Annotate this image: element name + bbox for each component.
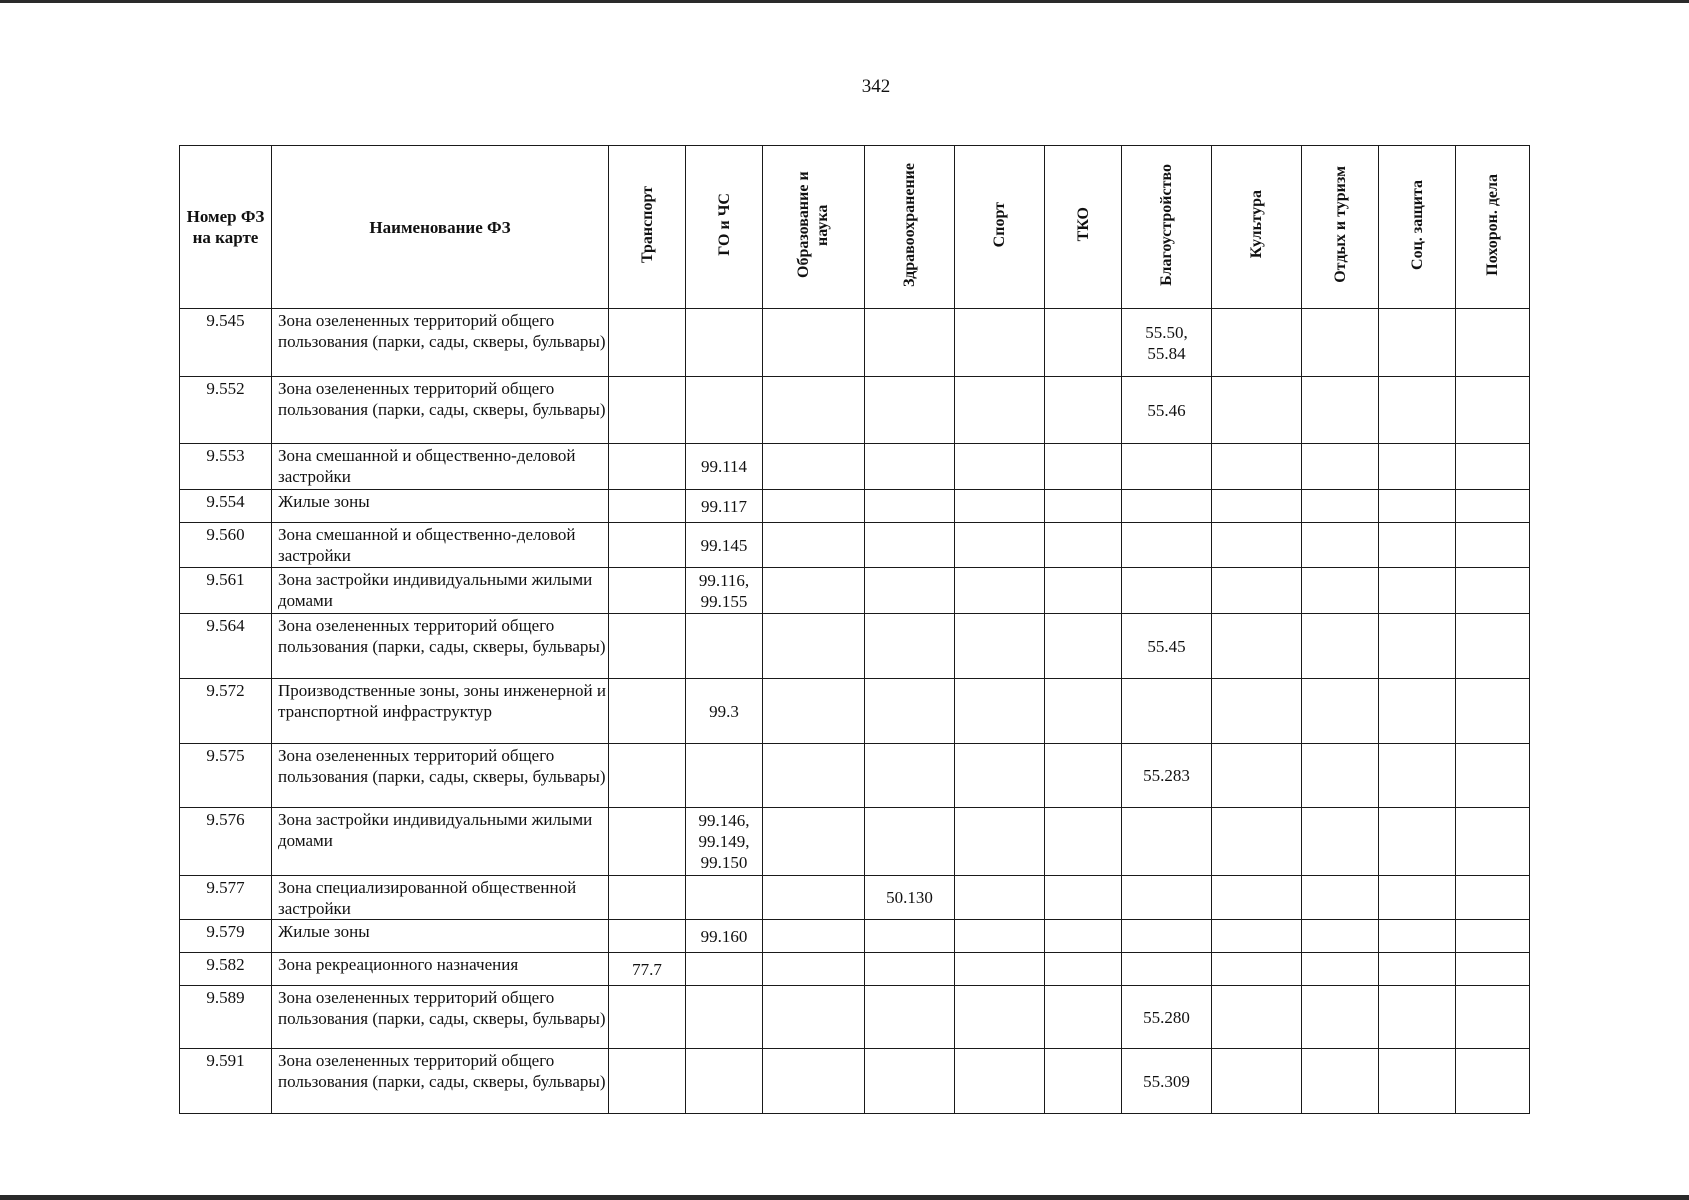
cell-culture — [1212, 920, 1302, 953]
cell-name: Зона застройки индивидуальными жилыми домами — [272, 568, 609, 614]
cell-tourism — [1302, 679, 1379, 744]
cell-num: 9.553 — [180, 444, 272, 490]
cell-education — [763, 490, 865, 523]
cell-tourism — [1302, 377, 1379, 444]
cell-funeral — [1456, 808, 1530, 876]
cell-social — [1379, 377, 1456, 444]
cell-health — [865, 1049, 955, 1114]
cell-tko — [1045, 614, 1122, 679]
cell-education — [763, 1049, 865, 1114]
cell-transport — [609, 986, 686, 1049]
table-header-row — [180, 146, 1530, 309]
cell-go-chs: 99.146, 99.149, 99.150 — [686, 808, 763, 876]
cell-education — [763, 679, 865, 744]
cell-tko — [1045, 744, 1122, 808]
cell-improvement: 55.50, 55.84 — [1122, 309, 1212, 377]
cell-sport — [955, 523, 1045, 568]
table-row — [180, 986, 1530, 1049]
cell-tourism — [1302, 986, 1379, 1049]
cell-transport: 77.7 — [609, 953, 686, 986]
cell-tko — [1045, 1049, 1122, 1114]
header-num: Номер ФЗ на карте — [180, 146, 272, 309]
cell-culture — [1212, 377, 1302, 444]
cell-name: Жилые зоны — [272, 920, 609, 953]
cell-culture — [1212, 523, 1302, 568]
page-number: 342 — [861, 76, 891, 97]
cell-tourism — [1302, 920, 1379, 953]
cell-num: 9.561 — [180, 568, 272, 614]
cell-funeral — [1456, 309, 1530, 377]
cell-tko — [1045, 309, 1122, 377]
cell-name: Зона озелененных территорий общего пользования (парки, сады, скверы, бульвары) — [272, 614, 609, 679]
table-body — [180, 309, 1530, 1114]
cell-improvement: 55.280 — [1122, 986, 1212, 1049]
cell-health — [865, 986, 955, 1049]
cell-transport — [609, 876, 686, 920]
cell-go-chs — [686, 876, 763, 920]
cell-tko — [1045, 679, 1122, 744]
cell-num: 9.577 — [180, 876, 272, 920]
cell-name: Зона озелененных территорий общего пользования (парки, сады, скверы, бульвары) — [272, 1049, 609, 1114]
header-tourism: Отдых и туризм — [1302, 146, 1379, 309]
cell-name: Зона смешанной и общественно-деловой застройки — [272, 444, 609, 490]
cell-name: Зона рекреационного назначения — [272, 953, 609, 986]
cell-health — [865, 309, 955, 377]
cell-social — [1379, 876, 1456, 920]
cell-transport — [609, 309, 686, 377]
cell-improvement — [1122, 953, 1212, 986]
table-row — [180, 490, 1530, 523]
cell-transport — [609, 377, 686, 444]
cell-tourism — [1302, 568, 1379, 614]
cell-tko — [1045, 953, 1122, 986]
cell-tourism — [1302, 444, 1379, 490]
cell-culture — [1212, 568, 1302, 614]
cell-culture — [1212, 953, 1302, 986]
cell-tko — [1045, 568, 1122, 614]
cell-name: Зона застройки индивидуальными жилыми домами — [272, 808, 609, 876]
cell-culture — [1212, 444, 1302, 490]
cell-tourism — [1302, 490, 1379, 523]
cell-go-chs — [686, 377, 763, 444]
cell-education — [763, 614, 865, 679]
cell-education — [763, 444, 865, 490]
header-go-chs: ГО и ЧС — [686, 146, 763, 309]
cell-culture — [1212, 808, 1302, 876]
cell-tko — [1045, 920, 1122, 953]
cell-num: 9.545 — [180, 309, 272, 377]
cell-tko — [1045, 876, 1122, 920]
cell-funeral — [1456, 568, 1530, 614]
cell-sport — [955, 568, 1045, 614]
cell-funeral — [1456, 444, 1530, 490]
cell-sport — [955, 744, 1045, 808]
cell-social — [1379, 808, 1456, 876]
cell-improvement — [1122, 920, 1212, 953]
cell-health — [865, 568, 955, 614]
cell-funeral — [1456, 490, 1530, 523]
cell-improvement — [1122, 808, 1212, 876]
cell-go-chs — [686, 953, 763, 986]
cell-social — [1379, 444, 1456, 490]
cell-name: Зона озелененных территорий общего пользования (парки, сады, скверы, бульвары) — [272, 986, 609, 1049]
cell-name: Зона смешанной и общественно-деловой застройки — [272, 523, 609, 568]
cell-funeral — [1456, 920, 1530, 953]
cell-social — [1379, 986, 1456, 1049]
table-row — [180, 309, 1530, 377]
cell-social — [1379, 568, 1456, 614]
cell-tko — [1045, 523, 1122, 568]
cell-improvement: 55.309 — [1122, 1049, 1212, 1114]
cell-funeral — [1456, 1049, 1530, 1114]
cell-improvement: 55.46 — [1122, 377, 1212, 444]
cell-tko — [1045, 808, 1122, 876]
cell-num: 9.591 — [180, 1049, 272, 1114]
cell-education — [763, 876, 865, 920]
cell-culture — [1212, 1049, 1302, 1114]
cell-funeral — [1456, 679, 1530, 744]
cell-go-chs: 99.3 — [686, 679, 763, 744]
cell-sport — [955, 444, 1045, 490]
cell-health — [865, 920, 955, 953]
cell-improvement — [1122, 444, 1212, 490]
cell-name: Жилые зоны — [272, 490, 609, 523]
cell-sport — [955, 614, 1045, 679]
cell-education — [763, 808, 865, 876]
cell-transport — [609, 920, 686, 953]
cell-funeral — [1456, 377, 1530, 444]
cell-funeral — [1456, 876, 1530, 920]
cell-funeral — [1456, 953, 1530, 986]
cell-go-chs: 99.114 — [686, 444, 763, 490]
table-row — [180, 568, 1530, 614]
cell-social — [1379, 679, 1456, 744]
cell-improvement — [1122, 523, 1212, 568]
cell-education — [763, 953, 865, 986]
cell-go-chs — [686, 309, 763, 377]
cell-name: Зона озелененных территорий общего пользования (парки, сады, скверы, бульвары) — [272, 744, 609, 808]
cell-tko — [1045, 986, 1122, 1049]
cell-num: 9.575 — [180, 744, 272, 808]
cell-transport — [609, 679, 686, 744]
cell-improvement — [1122, 490, 1212, 523]
cell-transport — [609, 614, 686, 679]
table-row — [180, 377, 1530, 444]
cell-social — [1379, 953, 1456, 986]
cell-education — [763, 920, 865, 953]
cell-improvement — [1122, 568, 1212, 614]
table-row — [180, 523, 1530, 568]
cell-name: Производственные зоны, зоны инженерной и транспортной инфраструктур — [272, 679, 609, 744]
cell-transport — [609, 490, 686, 523]
table-row — [180, 744, 1530, 808]
header-sport: Спорт — [955, 146, 1045, 309]
cell-name: Зона специализированной общественной застройки — [272, 876, 609, 920]
header-education: Образование и наука — [763, 146, 865, 309]
cell-num: 9.579 — [180, 920, 272, 953]
table-row — [180, 1049, 1530, 1114]
cell-transport — [609, 523, 686, 568]
cell-transport — [609, 744, 686, 808]
cell-go-chs: 99.160 — [686, 920, 763, 953]
cell-num: 9.560 — [180, 523, 272, 568]
cell-health — [865, 444, 955, 490]
cell-education — [763, 568, 865, 614]
cell-go-chs: 99.116, 99.155 — [686, 568, 763, 614]
cell-go-chs — [686, 744, 763, 808]
cell-sport — [955, 1049, 1045, 1114]
cell-funeral — [1456, 986, 1530, 1049]
cell-social — [1379, 309, 1456, 377]
cell-go-chs: 99.145 — [686, 523, 763, 568]
cell-culture — [1212, 876, 1302, 920]
header-name: Наименование ФЗ — [272, 146, 609, 309]
cell-social — [1379, 490, 1456, 523]
header-social: Соц. защита — [1379, 146, 1456, 309]
cell-name: Зона озелененных территорий общего пользования (парки, сады, скверы, бульвары) — [272, 309, 609, 377]
cell-tourism — [1302, 876, 1379, 920]
cell-health — [865, 490, 955, 523]
cell-social — [1379, 523, 1456, 568]
cell-go-chs — [686, 1049, 763, 1114]
cell-social — [1379, 614, 1456, 679]
cell-health — [865, 614, 955, 679]
cell-sport — [955, 309, 1045, 377]
cell-transport — [609, 444, 686, 490]
cell-transport — [609, 568, 686, 614]
scan-edge-bottom — [0, 1195, 1689, 1200]
cell-improvement: 55.45 — [1122, 614, 1212, 679]
cell-go-chs — [686, 614, 763, 679]
cell-go-chs — [686, 986, 763, 1049]
cell-num: 9.554 — [180, 490, 272, 523]
header-improvement: Благоустройство — [1122, 146, 1212, 309]
cell-health — [865, 744, 955, 808]
header-health: Здравоохранение — [865, 146, 955, 309]
cell-tourism — [1302, 1049, 1379, 1114]
cell-health — [865, 377, 955, 444]
cell-sport — [955, 986, 1045, 1049]
cell-sport — [955, 808, 1045, 876]
cell-health — [865, 679, 955, 744]
header-transport: Транспорт — [609, 146, 686, 309]
cell-num: 9.582 — [180, 953, 272, 986]
cell-funeral — [1456, 744, 1530, 808]
cell-num: 9.576 — [180, 808, 272, 876]
cell-tourism — [1302, 808, 1379, 876]
cell-social — [1379, 1049, 1456, 1114]
cell-education — [763, 309, 865, 377]
cell-health — [865, 808, 955, 876]
cell-culture — [1212, 986, 1302, 1049]
cell-name: Зона озелененных территорий общего пользования (парки, сады, скверы, бульвары) — [272, 377, 609, 444]
cell-tourism — [1302, 744, 1379, 808]
table-row — [180, 920, 1530, 953]
cell-tourism — [1302, 614, 1379, 679]
cell-go-chs: 99.117 — [686, 490, 763, 523]
cell-tko — [1045, 444, 1122, 490]
cell-sport — [955, 679, 1045, 744]
cell-improvement — [1122, 679, 1212, 744]
cell-sport — [955, 490, 1045, 523]
cell-education — [763, 523, 865, 568]
cell-tko — [1045, 490, 1122, 523]
cell-health: 50.130 — [865, 876, 955, 920]
cell-culture — [1212, 309, 1302, 377]
cell-num: 9.552 — [180, 377, 272, 444]
cell-culture — [1212, 744, 1302, 808]
cell-tko — [1045, 377, 1122, 444]
cell-sport — [955, 876, 1045, 920]
cell-education — [763, 986, 865, 1049]
cell-sport — [955, 953, 1045, 986]
cell-tourism — [1302, 523, 1379, 568]
table-row — [180, 808, 1530, 876]
table-row — [180, 953, 1530, 986]
cell-improvement — [1122, 876, 1212, 920]
cell-social — [1379, 920, 1456, 953]
table-row — [180, 444, 1530, 490]
header-funeral: Похорон. дела — [1456, 146, 1530, 309]
cell-education — [763, 377, 865, 444]
table-row — [180, 679, 1530, 744]
cell-culture — [1212, 490, 1302, 523]
table-row — [180, 614, 1530, 679]
cell-num: 9.572 — [180, 679, 272, 744]
cell-transport — [609, 808, 686, 876]
header-tko: ТКО — [1045, 146, 1122, 309]
scan-edge-top — [0, 0, 1689, 3]
cell-education — [763, 744, 865, 808]
header-culture: Культура — [1212, 146, 1302, 309]
fz-table — [179, 145, 1530, 1114]
cell-sport — [955, 377, 1045, 444]
cell-improvement: 55.283 — [1122, 744, 1212, 808]
cell-num: 9.564 — [180, 614, 272, 679]
cell-transport — [609, 1049, 686, 1114]
cell-health — [865, 523, 955, 568]
table-row — [180, 876, 1530, 920]
cell-tourism — [1302, 953, 1379, 986]
cell-social — [1379, 744, 1456, 808]
cell-funeral — [1456, 523, 1530, 568]
cell-culture — [1212, 679, 1302, 744]
cell-funeral — [1456, 614, 1530, 679]
cell-health — [865, 953, 955, 986]
cell-num: 9.589 — [180, 986, 272, 1049]
cell-culture — [1212, 614, 1302, 679]
cell-tourism — [1302, 309, 1379, 377]
cell-sport — [955, 920, 1045, 953]
